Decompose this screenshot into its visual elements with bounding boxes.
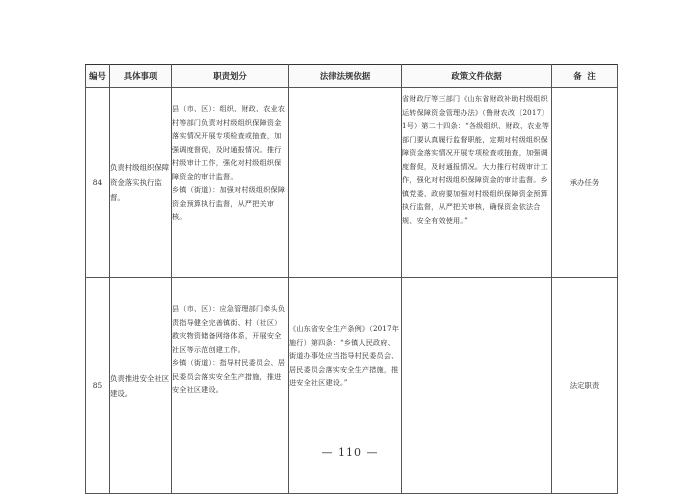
row-policy: [402, 278, 552, 494]
row-law: [289, 88, 402, 278]
header-policy: 政策文件依据: [402, 65, 552, 88]
row-note: 承办任务: [552, 88, 618, 278]
header-law: 法律法规依据: [289, 65, 402, 88]
row-policy: 省财政厅等三部门《山东省财政补助村级组织运转保障资金管理办法》（鲁财农改〔2017〕1号）第二十四条：“各级组织、财政、农业等部门要认真履行监督职能，定期对村级组织保障资金落实情况开展专项检查或抽查，加强调度督促，及时通报情况。大力推行村级审计工作，强化对村级组织保障资金的审计监督。乡镇党委、政府要加强对村级组织保障资金预算执行监督，从严把关审核，确保资金依法合规、安全有效使用。”: [402, 88, 552, 278]
header-duty: 职责划分: [172, 65, 289, 88]
row-duty: 县（市、区）：应急管理部门牵头负责指导健全完善镇街、村（社区）救灾物资储备网络体系，开展安全社区等示范创建工作。 乡镇（街道）：指导村民委员会、居民委员会落实安全生产措施，推进安全社区建设。: [172, 278, 289, 494]
row-note: 法定职责: [552, 278, 618, 494]
header-item: 具体事项: [110, 65, 172, 88]
header-note: 备 注: [552, 65, 618, 88]
row-duty: 县（市、区）：组织、财政、农业农村等部门负责对村级组织保障资金落实情况开展专项检查或抽查，加强调度督促，及时通报情况。推行村级审计工作，强化对村级组织保障资金的审计监督。 乡镇（街道）：加强对村级组织保障资金预算执行监督，从严把关审核。: [172, 88, 289, 278]
header-num: 编号: [86, 65, 110, 88]
responsibility-table: [85, 64, 618, 494]
page-number: — 110 —: [321, 446, 379, 459]
row-law: 《山东省安全生产条例》（2017年施行）第四条：“乡镇人民政府、街道办事处应当指导村民委员会、居民委员会落实安全生产措施，推进安全社区建设。”: [289, 278, 402, 494]
row-item: 负责村级组织保障资金落实执行监督。: [110, 88, 172, 278]
table-row: [86, 278, 618, 494]
row-number: 84: [86, 88, 110, 278]
row-item: 负责推进安全社区建设。: [110, 278, 172, 494]
row-number: 85: [86, 278, 110, 494]
table-row: [86, 88, 618, 278]
table-header-row: [86, 65, 618, 88]
